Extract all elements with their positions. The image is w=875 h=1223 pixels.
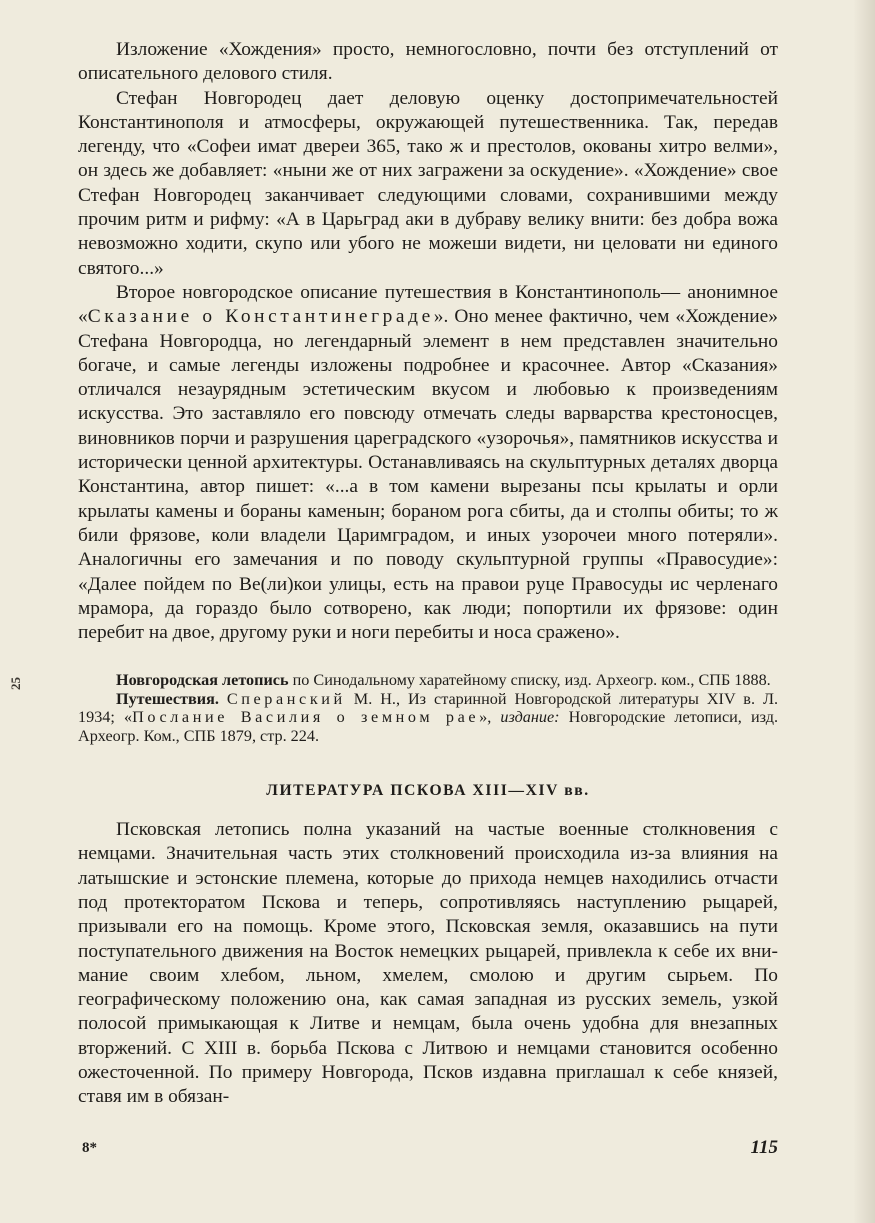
section-heading: ЛИТЕРАТУРА ПСКОВА XIII—XIV вв. bbox=[266, 782, 590, 800]
page-number: 115 bbox=[750, 1137, 778, 1158]
margin-mark: 25 bbox=[8, 677, 23, 690]
spaced-title: Послание Василия о земном рае bbox=[132, 708, 480, 727]
entry-heading: Путешествия. bbox=[116, 689, 219, 708]
spaced-title: Сказание о Константинеграде bbox=[87, 306, 434, 328]
bibliography-entry bbox=[78, 671, 778, 689]
entry-text: », bbox=[479, 708, 501, 727]
paragraph-text: ». Оно менее фактично, чем «Хождение» Стефана Новгородца, но легендарный элемент в нем представлен значительно богаче, и самые легенды изложены подробнее и красочнее. Автор «Сказания» отличался незаурядным эстетическим вкусом и любовью к произведениям искусства. Это заставляло его повсюду отмечать следы варварства крестоносцев, виновников порчи и разрушения цареградского «узорочья», памятников искусства и исторически ценной архитектуры. Останавливаясь на скульптурных деталях дворца Константина, автор пишет: «...а в том камени вырезаны псы крылаты и орли крылаты камены и бораны каменын; бораном рога сбиты, да и столпы обиты; то ж били фрязове, коли владели Царимградом, и иных узорочеи много потеряли». Аналогичны его замечания и по поводу скульптурной группы «Правосудие»: «Далее пойдем по Ве(ли)кои улицы, есть на правои руце Правосуды ис черленаго мрамора, да гораздо было сотворено, как люди; попортили их фрязове: один перебит на двое, другому руки и ноги перебиты и носа сражено». bbox=[78, 306, 778, 644]
bibliography bbox=[78, 671, 778, 745]
paragraph-text: Второе новгородское описание путешествия в Константинополь— анонимное « bbox=[78, 281, 778, 328]
entry-text: по Синодальному харатейному списку, изд. Археогр. ком., СПБ 1888. bbox=[288, 671, 771, 690]
paragraph-skazanie bbox=[78, 281, 778, 645]
entry-italic: издание: bbox=[500, 708, 560, 727]
page-footer bbox=[82, 1137, 778, 1164]
paragraph-pskov: Псковская летопись полна указаний на частые военные столкновения с немцами. Значительная часть этих столкновений происходила из-за влияния на латышские и эстонские племена, которые до прихода немцев находились отчасти под протекторатом Пскова и теперь, сопротивляясь наступлению рыцарей, призывали его на помощь. Кроме этого, Псковская земля, оказавшись на пути поступательного движения на Восток немецких рыцарей, привлекла к себе их внимание своим хлебом, льном, хмелем, смолою и другим сырьем. По географическому положению она, как самая западная из русских земель, узкой полосой примыкающая к Литве и немцам, была очень удобна для внезапных вторжений. С XIII в. борьба Пскова с Литвою и немцами становится особенно ожесточенной. По примеру Новгорода, Псков издавна приглашал к себе князей, ставя им в обязан- bbox=[78, 819, 778, 1108]
entry-text: М. Н., Из старинной Новгородской литературы XIV в. Л. 1934; « bbox=[78, 689, 778, 727]
spaced-author: Сперанский bbox=[226, 689, 346, 708]
entry-heading: Новгородская летопись bbox=[116, 671, 289, 690]
page-body bbox=[78, 38, 778, 1110]
entry-text: Новгородские летописи, изд. Археогр. Ком., СПБ 1879, стр. 224. bbox=[78, 708, 778, 745]
bibliography-entry bbox=[78, 690, 778, 745]
signature-mark: 8* bbox=[82, 1140, 97, 1156]
paragraph-stefan: Стефан Новгородец дает деловую оценку достопримечательностей Константинополя и атмосферы, окружающей путешественника. Так, передав легенду, что «Софеи имат двереи 365, тако ж и престолов, окованы хитро велми», он здесь же добавляет: «ныни же от них загражени за оскудение». «Хождение» свое Стефан Новгородец заканчивает следующими словами, сохранившими между прочим ритм и рифму: «А в Царьград аки в дубраву велику внити: без добра вожа невозможно ходити, скупо или убого не можеши видети, ни целовати ни единого святого...» bbox=[78, 87, 778, 279]
page-edge-shadow bbox=[853, 0, 875, 1223]
paragraph-intro: Изложение «Хождения» просто, немногословно, почти без отступлений от описательного делового стиля. bbox=[78, 39, 778, 85]
